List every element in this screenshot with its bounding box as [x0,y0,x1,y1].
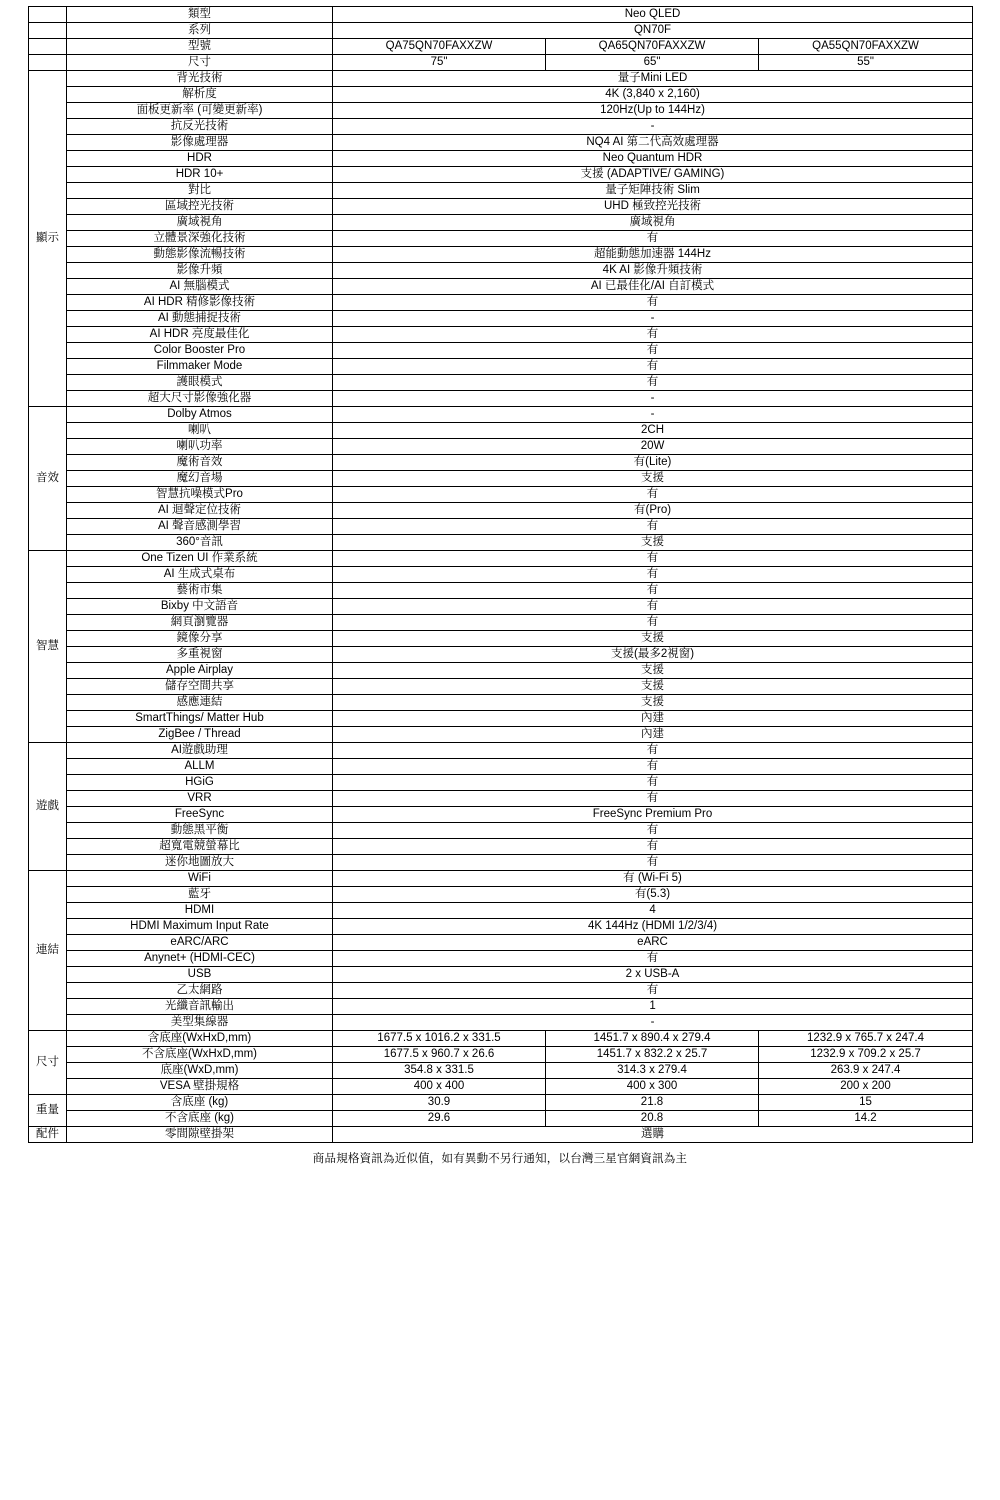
row-label: Apple Airplay [67,663,333,679]
row-value: 14.2 [759,1111,973,1127]
row-label: One Tizen UI 作業系統 [67,551,333,567]
table-row [29,471,973,487]
row-value: UHD 極致控光技術 [333,199,973,215]
row-value: 有 [333,791,973,807]
table-row [29,535,973,551]
row-value: 超能動態加速器 144Hz [333,247,973,263]
row-value: 263.9 x 247.4 [759,1063,973,1079]
row-label: 網頁瀏覽器 [67,615,333,631]
table-row [29,503,973,519]
row-label: 零間隙壁掛架 [67,1127,333,1143]
table-row [29,167,973,183]
row-label: 藍牙 [67,887,333,903]
row-value: 400 x 300 [546,1079,759,1095]
row-label: Filmmaker Mode [67,359,333,375]
row-value: 20.8 [546,1111,759,1127]
row-type [29,7,973,23]
row-value: 支援 [333,695,973,711]
table-body [29,7,973,1143]
row-label: USB [67,967,333,983]
category-label: 重量 [29,1095,67,1127]
model-name: QA65QN70FAXXZW [546,39,759,55]
row-value: 有 [333,823,973,839]
row-label: 360°音訊 [67,535,333,551]
row-value: - [333,119,973,135]
row-value: 有 [333,599,973,615]
table-row [29,407,973,423]
category-label: 顯示 [29,71,67,407]
row-label: 影像升頻 [67,263,333,279]
table-row [29,823,973,839]
row-label: 多重視窗 [67,647,333,663]
table-row [29,679,973,695]
table-row [29,311,973,327]
row-label: 喇叭 [67,423,333,439]
table-row [29,391,973,407]
table-row [29,1047,973,1063]
row-label: 感應連結 [67,695,333,711]
row-label: eARC/ARC [67,935,333,951]
model-size: 75" [333,55,546,71]
row-label: HDR 10+ [67,167,333,183]
row-value: 21.8 [546,1095,759,1111]
row-value: AI 已最佳化/AI 自訂模式 [333,279,973,295]
row-value: FreeSync Premium Pro [333,807,973,823]
model-size: 65" [546,55,759,71]
row-label: AI 生成式桌布 [67,567,333,583]
row-value: 4K (3,840 x 2,160) [333,87,973,103]
row-value: 有 [333,487,973,503]
spacer-cell [29,7,67,23]
row-label: Color Booster Pro [67,343,333,359]
row-label: ZigBee / Thread [67,727,333,743]
row-value: 1 [333,999,973,1015]
row-label: AI HDR 精修影像技術 [67,295,333,311]
spacer-cell [29,39,67,55]
table-row [29,855,973,871]
row-value: 支援 [333,663,973,679]
row-value: 4K AI 影像升頻技術 [333,263,973,279]
table-row [29,215,973,231]
row-label: 超大尺寸影像強化器 [67,391,333,407]
row-value: 15 [759,1095,973,1111]
category-label: 尺寸 [29,1031,67,1095]
table-row [29,759,973,775]
table-row [29,711,973,727]
table-row [29,231,973,247]
model-size: 55" [759,55,973,71]
row-label: 喇叭功率 [67,439,333,455]
row-value: 有 [333,375,973,391]
row-value: 有(Lite) [333,455,973,471]
table-row [29,279,973,295]
table-row [29,135,973,151]
table-row [29,247,973,263]
model-name: QA75QN70FAXXZW [333,39,546,55]
table-row [29,263,973,279]
row-value: 354.8 x 331.5 [333,1063,546,1079]
row-value: 有 [333,567,973,583]
row-value: 有 [333,615,973,631]
row-value: - [333,407,973,423]
row-value: 314.3 x 279.4 [546,1063,759,1079]
row-value: 1677.5 x 1016.2 x 331.5 [333,1031,546,1047]
row-label: 乙太網路 [67,983,333,999]
table-row [29,551,973,567]
row-value: 內建 [333,727,973,743]
category-label: 智慧 [29,551,67,743]
row-label: 魔術音效 [67,455,333,471]
table-row [29,151,973,167]
table-row [29,839,973,855]
table-row [29,999,973,1015]
row-label: AI 聲音感測學習 [67,519,333,535]
row-label: AI 迴聲定位技術 [67,503,333,519]
row-label: HGiG [67,775,333,791]
row-label: 系列 [67,23,333,39]
table-row [29,599,973,615]
spacer-cell [29,23,67,39]
row-label: 含底座(WxHxD,mm) [67,1031,333,1047]
model-name: QA55QN70FAXXZW [759,39,973,55]
row-value: 內建 [333,711,973,727]
row-label: 鏡像分享 [67,631,333,647]
row-label: 底座(WxD,mm) [67,1063,333,1079]
row-value: 1451.7 x 832.2 x 25.7 [546,1047,759,1063]
row-label: Anynet+ (HDMI-CEC) [67,951,333,967]
table-row [29,439,973,455]
row-label: 藝術市集 [67,583,333,599]
row-label: Bixby 中文語音 [67,599,333,615]
row-label: 對比 [67,183,333,199]
row-value: 支援 (ADAPTIVE/ GAMING) [333,167,973,183]
table-row [29,743,973,759]
row-value: - [333,311,973,327]
row-value: 有 [333,551,973,567]
row-label: 動態影像流暢技術 [67,247,333,263]
row-label: VRR [67,791,333,807]
table-row [29,519,973,535]
row-label: 魔幻音場 [67,471,333,487]
row-label: HDMI [67,903,333,919]
table-row [29,791,973,807]
table-row [29,455,973,471]
row-value: eARC [333,935,973,951]
row-value: 支援 [333,471,973,487]
row-value: 有 [333,327,973,343]
row-label: 立體景深強化技術 [67,231,333,247]
row-label: AI 動態捕捉技術 [67,311,333,327]
row-value: 有 [333,775,973,791]
row-value: 廣域視角 [333,215,973,231]
row-label: ALLM [67,759,333,775]
row-label: 區域控光技術 [67,199,333,215]
table-row [29,1127,973,1143]
specification-table [28,6,973,1143]
row-value: 1677.5 x 960.7 x 26.6 [333,1047,546,1063]
row-label: 美型集線器 [67,1015,333,1031]
row-label: AI HDR 亮度最佳化 [67,327,333,343]
table-row [29,615,973,631]
row-value: 有(5.3) [333,887,973,903]
row-label: 不含底座(WxHxD,mm) [67,1047,333,1063]
row-value: 支援 [333,631,973,647]
table-row [29,359,973,375]
table-row [29,103,973,119]
table-row [29,375,973,391]
table-row [29,775,973,791]
table-row [29,1031,973,1047]
row-value: 有 [333,951,973,967]
row-value: 有 [333,295,973,311]
row-value: 有 [333,759,973,775]
table-row [29,951,973,967]
row-value: QN70F [333,23,973,39]
row-value: 1451.7 x 890.4 x 279.4 [546,1031,759,1047]
row-value: 有(Pro) [333,503,973,519]
row-label: 超寬電競螢幕比 [67,839,333,855]
table-row [29,1015,973,1031]
row-value: 29.6 [333,1111,546,1127]
row-value: - [333,391,973,407]
table-row [29,919,973,935]
table-row [29,1111,973,1127]
row-model [29,39,973,55]
row-value: 有 [333,343,973,359]
table-row [29,567,973,583]
row-value: 30.9 [333,1095,546,1111]
row-value: 200 x 200 [759,1079,973,1095]
row-value: Neo Quantum HDR [333,151,973,167]
row-size [29,55,973,71]
table-row [29,119,973,135]
table-row [29,487,973,503]
table-row [29,663,973,679]
row-value: Neo QLED [333,7,973,23]
row-label: Dolby Atmos [67,407,333,423]
table-row [29,327,973,343]
row-value: 量子矩陣技術 Slim [333,183,973,199]
row-value: NQ4 AI 第二代高效處理器 [333,135,973,151]
table-row [29,887,973,903]
row-value: 120Hz(Up to 144Hz) [333,103,973,119]
row-value: 有 [333,839,973,855]
row-value: 有 (Wi-Fi 5) [333,871,973,887]
row-label: 不含底座 (kg) [67,1111,333,1127]
row-label: 護眼模式 [67,375,333,391]
table-row [29,183,973,199]
row-label: 儲存空間共享 [67,679,333,695]
row-value: 有 [333,743,973,759]
row-label: 光纖音訊輸出 [67,999,333,1015]
row-label: 解析度 [67,87,333,103]
table-row [29,1095,973,1111]
row-value: 2CH [333,423,973,439]
table-row [29,935,973,951]
row-label: 背光技術 [67,71,333,87]
spacer-cell [29,55,67,71]
row-label: 抗反光技術 [67,119,333,135]
table-row [29,647,973,663]
row-label: 智慧抗噪模式Pro [67,487,333,503]
table-row [29,71,973,87]
row-value: 1232.9 x 765.7 x 247.4 [759,1031,973,1047]
table-row [29,871,973,887]
row-value: 有 [333,855,973,871]
row-value: 有 [333,231,973,247]
category-label: 音效 [29,407,67,551]
category-label: 連結 [29,871,67,1031]
row-value: 有 [333,583,973,599]
table-row [29,631,973,647]
row-value: 支援 [333,679,973,695]
table-row [29,983,973,999]
table-row [29,1079,973,1095]
row-label: 影像處理器 [67,135,333,151]
table-row [29,583,973,599]
table-row [29,87,973,103]
row-label: HDMI Maximum Input Rate [67,919,333,935]
table-row [29,199,973,215]
row-label: VESA 壁掛規格 [67,1079,333,1095]
table-row [29,727,973,743]
table-row [29,295,973,311]
row-value: 1232.9 x 709.2 x 25.7 [759,1047,973,1063]
row-label: 動態黑平衡 [67,823,333,839]
row-label: SmartThings/ Matter Hub [67,711,333,727]
row-label: HDR [67,151,333,167]
row-value: 20W [333,439,973,455]
table-row [29,967,973,983]
row-value: 4K 144Hz (HDMI 1/2/3/4) [333,919,973,935]
row-value: 400 x 400 [333,1079,546,1095]
row-value: - [333,1015,973,1031]
row-label: 類型 [67,7,333,23]
row-label: AI 無腦模式 [67,279,333,295]
row-label: FreeSync [67,807,333,823]
row-label: AI遊戲助理 [67,743,333,759]
table-row [29,423,973,439]
row-label: 廣域視角 [67,215,333,231]
table-row [29,695,973,711]
table-row [29,807,973,823]
footer-note: 商品規格資訊為近似值，如有異動不另行通知，以台灣三星官網資訊為主 [312,1153,688,1165]
row-value: 2 x USB-A [333,967,973,983]
row-value: 量子Mini LED [333,71,973,87]
row-value: 有 [333,983,973,999]
category-label: 配件 [29,1127,67,1143]
row-value: 有 [333,519,973,535]
table-row [29,343,973,359]
table-row [29,903,973,919]
row-value: 支援(最多2視窗) [333,647,973,663]
row-label: 含底座 (kg) [67,1095,333,1111]
category-label: 遊戲 [29,743,67,871]
row-series [29,23,973,39]
row-label: 面板更新率 (可變更新率) [67,103,333,119]
row-label: 型號 [67,39,333,55]
row-value: 選購 [333,1127,973,1143]
row-value: 有 [333,359,973,375]
row-label: WiFi [67,871,333,887]
row-value: 4 [333,903,973,919]
row-value: 支援 [333,535,973,551]
row-label: 迷你地圖放大 [67,855,333,871]
row-label: 尺寸 [67,55,333,71]
table-row [29,1063,973,1079]
